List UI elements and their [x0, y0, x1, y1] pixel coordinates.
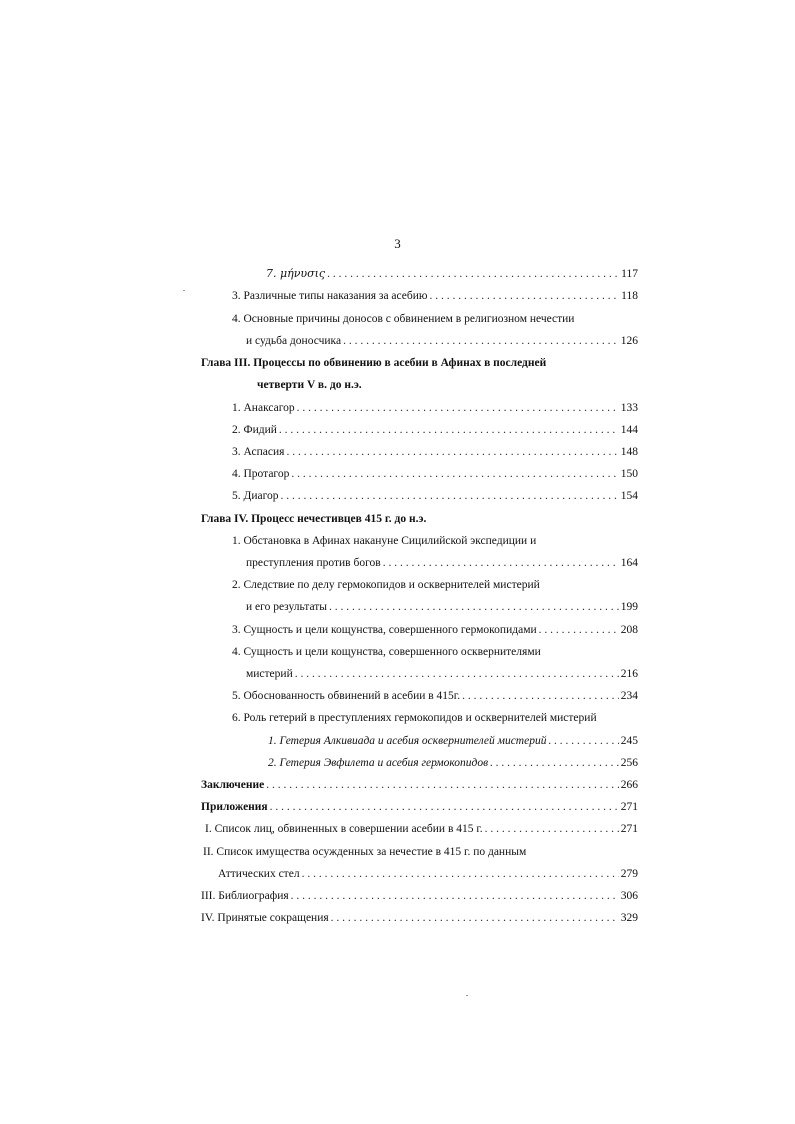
scan-speck	[466, 995, 468, 996]
toc-entry-page: 199	[620, 601, 638, 613]
toc-entry-page: 256	[620, 757, 638, 769]
toc-entry-page: 266	[620, 779, 638, 791]
leader-dots	[281, 488, 619, 504]
toc-entry-title: I. Список лиц, обвиненных в совершении асебии в 415 г.	[205, 823, 483, 835]
toc-entry-title: Аттических стел	[218, 868, 300, 880]
toc-entry	[232, 444, 638, 460]
page-number: 3	[394, 236, 401, 251]
toc-entry-title: 5. Диагор	[232, 490, 279, 502]
leader-dots	[291, 888, 619, 904]
toc-entry	[232, 622, 638, 638]
toc-chapter-heading	[201, 511, 426, 527]
toc-chapter-heading	[201, 355, 546, 371]
toc-entry-page: 118	[621, 290, 638, 302]
toc-entry	[201, 888, 638, 904]
toc-entry-title: и судьба доносчика	[246, 335, 342, 347]
toc-entry	[232, 488, 638, 504]
toc-entry-title: преступления против богов	[246, 557, 381, 569]
toc-entry	[246, 555, 638, 571]
toc-entry	[201, 777, 638, 793]
toc-entry-title: 3. Аспасия	[232, 446, 285, 458]
toc-entry-title: III. Библиография	[201, 890, 289, 902]
leader-dots	[279, 422, 619, 438]
toc-entry-title: 1. Анаксагор	[232, 402, 295, 414]
toc-entry-page: 164	[620, 557, 638, 569]
toc-entry-page: 329	[620, 912, 638, 924]
toc-entry	[205, 821, 638, 837]
toc-entry	[201, 799, 638, 815]
toc-entry	[232, 422, 638, 438]
leader-dots	[539, 622, 619, 638]
toc-entry	[203, 844, 526, 860]
toc-entry-title: II. Список имущества осужденных за нечестие в 415 г. по данным	[203, 846, 527, 858]
toc-entry-title: и его результаты	[246, 601, 327, 613]
toc-entry-page: 234	[620, 690, 638, 702]
toc-entry-title: Глава IV. Процесс нечестивцев 415 г. до н.э.	[201, 513, 427, 525]
toc-entry	[232, 466, 638, 482]
scan-speck	[183, 290, 185, 291]
toc-entry	[218, 866, 638, 882]
toc-entry-title: мистерий	[246, 668, 293, 680]
toc-entry-page: 144	[620, 424, 638, 436]
toc-entry	[268, 755, 638, 771]
toc-entry-page: 148	[620, 446, 638, 458]
toc-entry-title: 2. Гетерия Эвфилета и асебия гермокопидов	[268, 757, 489, 769]
toc-entry	[246, 333, 638, 349]
toc-entry-page: 133	[620, 402, 638, 414]
toc-entry-title: 4. Основные причины доносов с обвинением в религиозном нечестии	[232, 313, 575, 325]
toc-entry-title: 7. μήνυσις	[266, 267, 326, 280]
toc-entry	[232, 577, 540, 593]
toc-entry-title: IV. Принятые сокращения	[201, 912, 329, 924]
toc-entry-title: Приложения	[201, 801, 268, 813]
toc-entry-title: 6. Роль гетерий в преступлениях гермокопидов и осквернителей мистерий	[232, 712, 597, 724]
leader-dots	[331, 910, 619, 926]
leader-dots	[266, 777, 619, 793]
toc-entry	[232, 644, 541, 660]
leader-dots	[329, 599, 619, 615]
toc-entry-page: 216	[620, 668, 638, 680]
toc-entry	[232, 288, 638, 304]
leader-dots	[548, 733, 618, 749]
leader-dots	[490, 755, 619, 771]
leader-dots	[429, 288, 619, 304]
toc-entry	[232, 710, 597, 726]
toc-entry-page: 306	[620, 890, 638, 902]
leader-dots	[302, 866, 619, 882]
toc-entry-page: 154	[620, 490, 638, 502]
toc-entry	[201, 910, 638, 926]
toc-entry	[232, 311, 574, 327]
toc-entry-page: 208	[620, 624, 638, 636]
toc-entry-title: 4. Протагор	[232, 468, 290, 480]
toc-entry	[246, 599, 638, 615]
leader-dots	[327, 266, 619, 282]
toc-entry-title: Заключение	[201, 779, 265, 791]
leader-dots	[297, 400, 619, 416]
toc-entry-page: 126	[620, 335, 638, 347]
toc-entry	[268, 733, 638, 749]
toc-entry	[232, 688, 638, 704]
toc-entry-title: 3. Сущность и цели кощунства, совершенного гермокопидами	[232, 624, 537, 636]
toc-entry-page: 271	[620, 823, 638, 835]
leader-dots	[343, 333, 619, 349]
toc-entry	[246, 666, 638, 682]
toc-entry-title: 1. Гетерия Алкивиада и асебия осквернителей мистерий	[268, 735, 547, 747]
toc-entry-title: четверти V в. до н.э.	[257, 379, 362, 391]
leader-dots	[295, 666, 619, 682]
leader-dots	[383, 555, 619, 571]
toc-entry	[266, 266, 638, 282]
toc-entry-title: Глава III. Процессы по обвинению в асебии в Афинах в последней	[201, 357, 547, 369]
toc-entry	[232, 400, 638, 416]
leader-dots	[270, 799, 619, 815]
toc-entry-page: 117	[621, 268, 638, 280]
toc-chapter-heading	[257, 377, 362, 393]
leader-dots	[286, 444, 618, 460]
toc-entry-title: 5. Обоснованность обвинений в асебии в 415г.	[232, 690, 461, 702]
leader-dots	[462, 688, 619, 704]
toc-entry-title: 2. Следствие по делу гермокопидов и осквернителей мистерий	[232, 579, 540, 591]
toc-entry-page: 271	[620, 801, 638, 813]
toc-entry-title: 1. Обстановка в Афинах накануне Сицилийской экспедиции и	[232, 535, 537, 547]
toc-entry-page: 150	[620, 468, 638, 480]
toc-entry-title: 2. Фидий	[232, 424, 277, 436]
leader-dots	[291, 466, 618, 482]
toc-entry-page: 245	[620, 735, 638, 747]
toc-entry	[232, 533, 536, 549]
toc-entry-page: 279	[620, 868, 638, 880]
toc-entry-title: 4. Сущность и цели кощунства, совершенного осквернителями	[232, 646, 541, 658]
leader-dots	[485, 821, 619, 837]
toc-entry-title: 3. Различные типы наказания за асебию	[232, 290, 428, 302]
